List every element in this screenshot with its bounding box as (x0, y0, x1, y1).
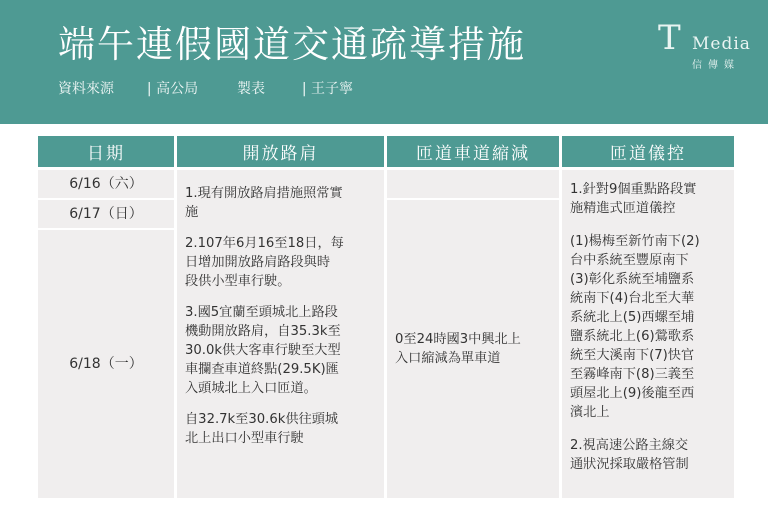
ramp-metering-paragraph: 2.視高速公路主線交 通狀況採取嚴格管制 (570, 438, 689, 472)
source-line (58, 78, 353, 98)
lane-reduction-blank-cell (387, 170, 559, 198)
ramp-metering-paragraph: 1.針對9個重點路段實 施精進式匝道儀控 (570, 182, 697, 216)
shoulder-paragraph: 2.107年6月16至18日，每 日增加開放路肩路段與時 段供小型車行駛。 (185, 236, 344, 289)
logo-word: Media (692, 34, 751, 54)
brand-logo (656, 16, 752, 72)
page-title: 端午連假國道交通疏導措施 (58, 23, 526, 66)
shoulder-cell (177, 170, 384, 498)
logo-subtitle: 信傳媒 (692, 60, 740, 71)
shoulder-paragraph: 1.現有開放路肩措施照常實 施 (185, 186, 343, 220)
shoulder-paragraph: 自32.7k至30.6k供往頭城 北上出口小型車行駛 (185, 412, 339, 446)
measures-table (38, 136, 734, 498)
source-label: 資料來源 (58, 81, 114, 97)
shoulder-paragraph: 3.國5宜蘭至頭城北上路段 機動開放路肩，自35.3k至 30.0k供大客車行駛至大型 車攔查車道終點(29.5K)匯 入頭城北上入口匝道。 (185, 305, 341, 396)
header-banner (0, 0, 768, 124)
date-cell: 6/18（一） (38, 230, 174, 498)
lane-reduction-text: 0至24時國3中興北上 入口縮減為單車道 (395, 332, 521, 366)
date-cell: 6/16（六） (38, 170, 174, 198)
column-header-shoulder: 開放路肩 (177, 136, 384, 167)
logo-mark: T (658, 18, 681, 58)
maker-label: 製表 (236, 81, 265, 97)
lane-reduction-cell (387, 200, 559, 498)
maker-value: | 王子寧 (301, 81, 354, 97)
column-header-ramp-metering: 匝道儀控 (562, 136, 734, 167)
column-header-date: 日期 (38, 136, 174, 167)
ramp-metering-paragraph: (1)楊梅至新竹南下(2) 台中系統至豐原南下 (3)彰化系統至埔鹽系 統南下(4)台北至大華 系統北上(5)西螺至埔 鹽系統北上(6)鶯歌系 統至大溪南下(7)快官 至霧峰南下(8)三義至 頭屋北上(9)後龍至西 濱北上 (570, 234, 700, 420)
ramp-metering-cell (562, 170, 734, 498)
source-value: | 高公局 (146, 81, 199, 97)
column-header-lane-reduction: 匝道車道縮減 (387, 136, 559, 167)
date-cell: 6/17（日） (38, 200, 174, 228)
